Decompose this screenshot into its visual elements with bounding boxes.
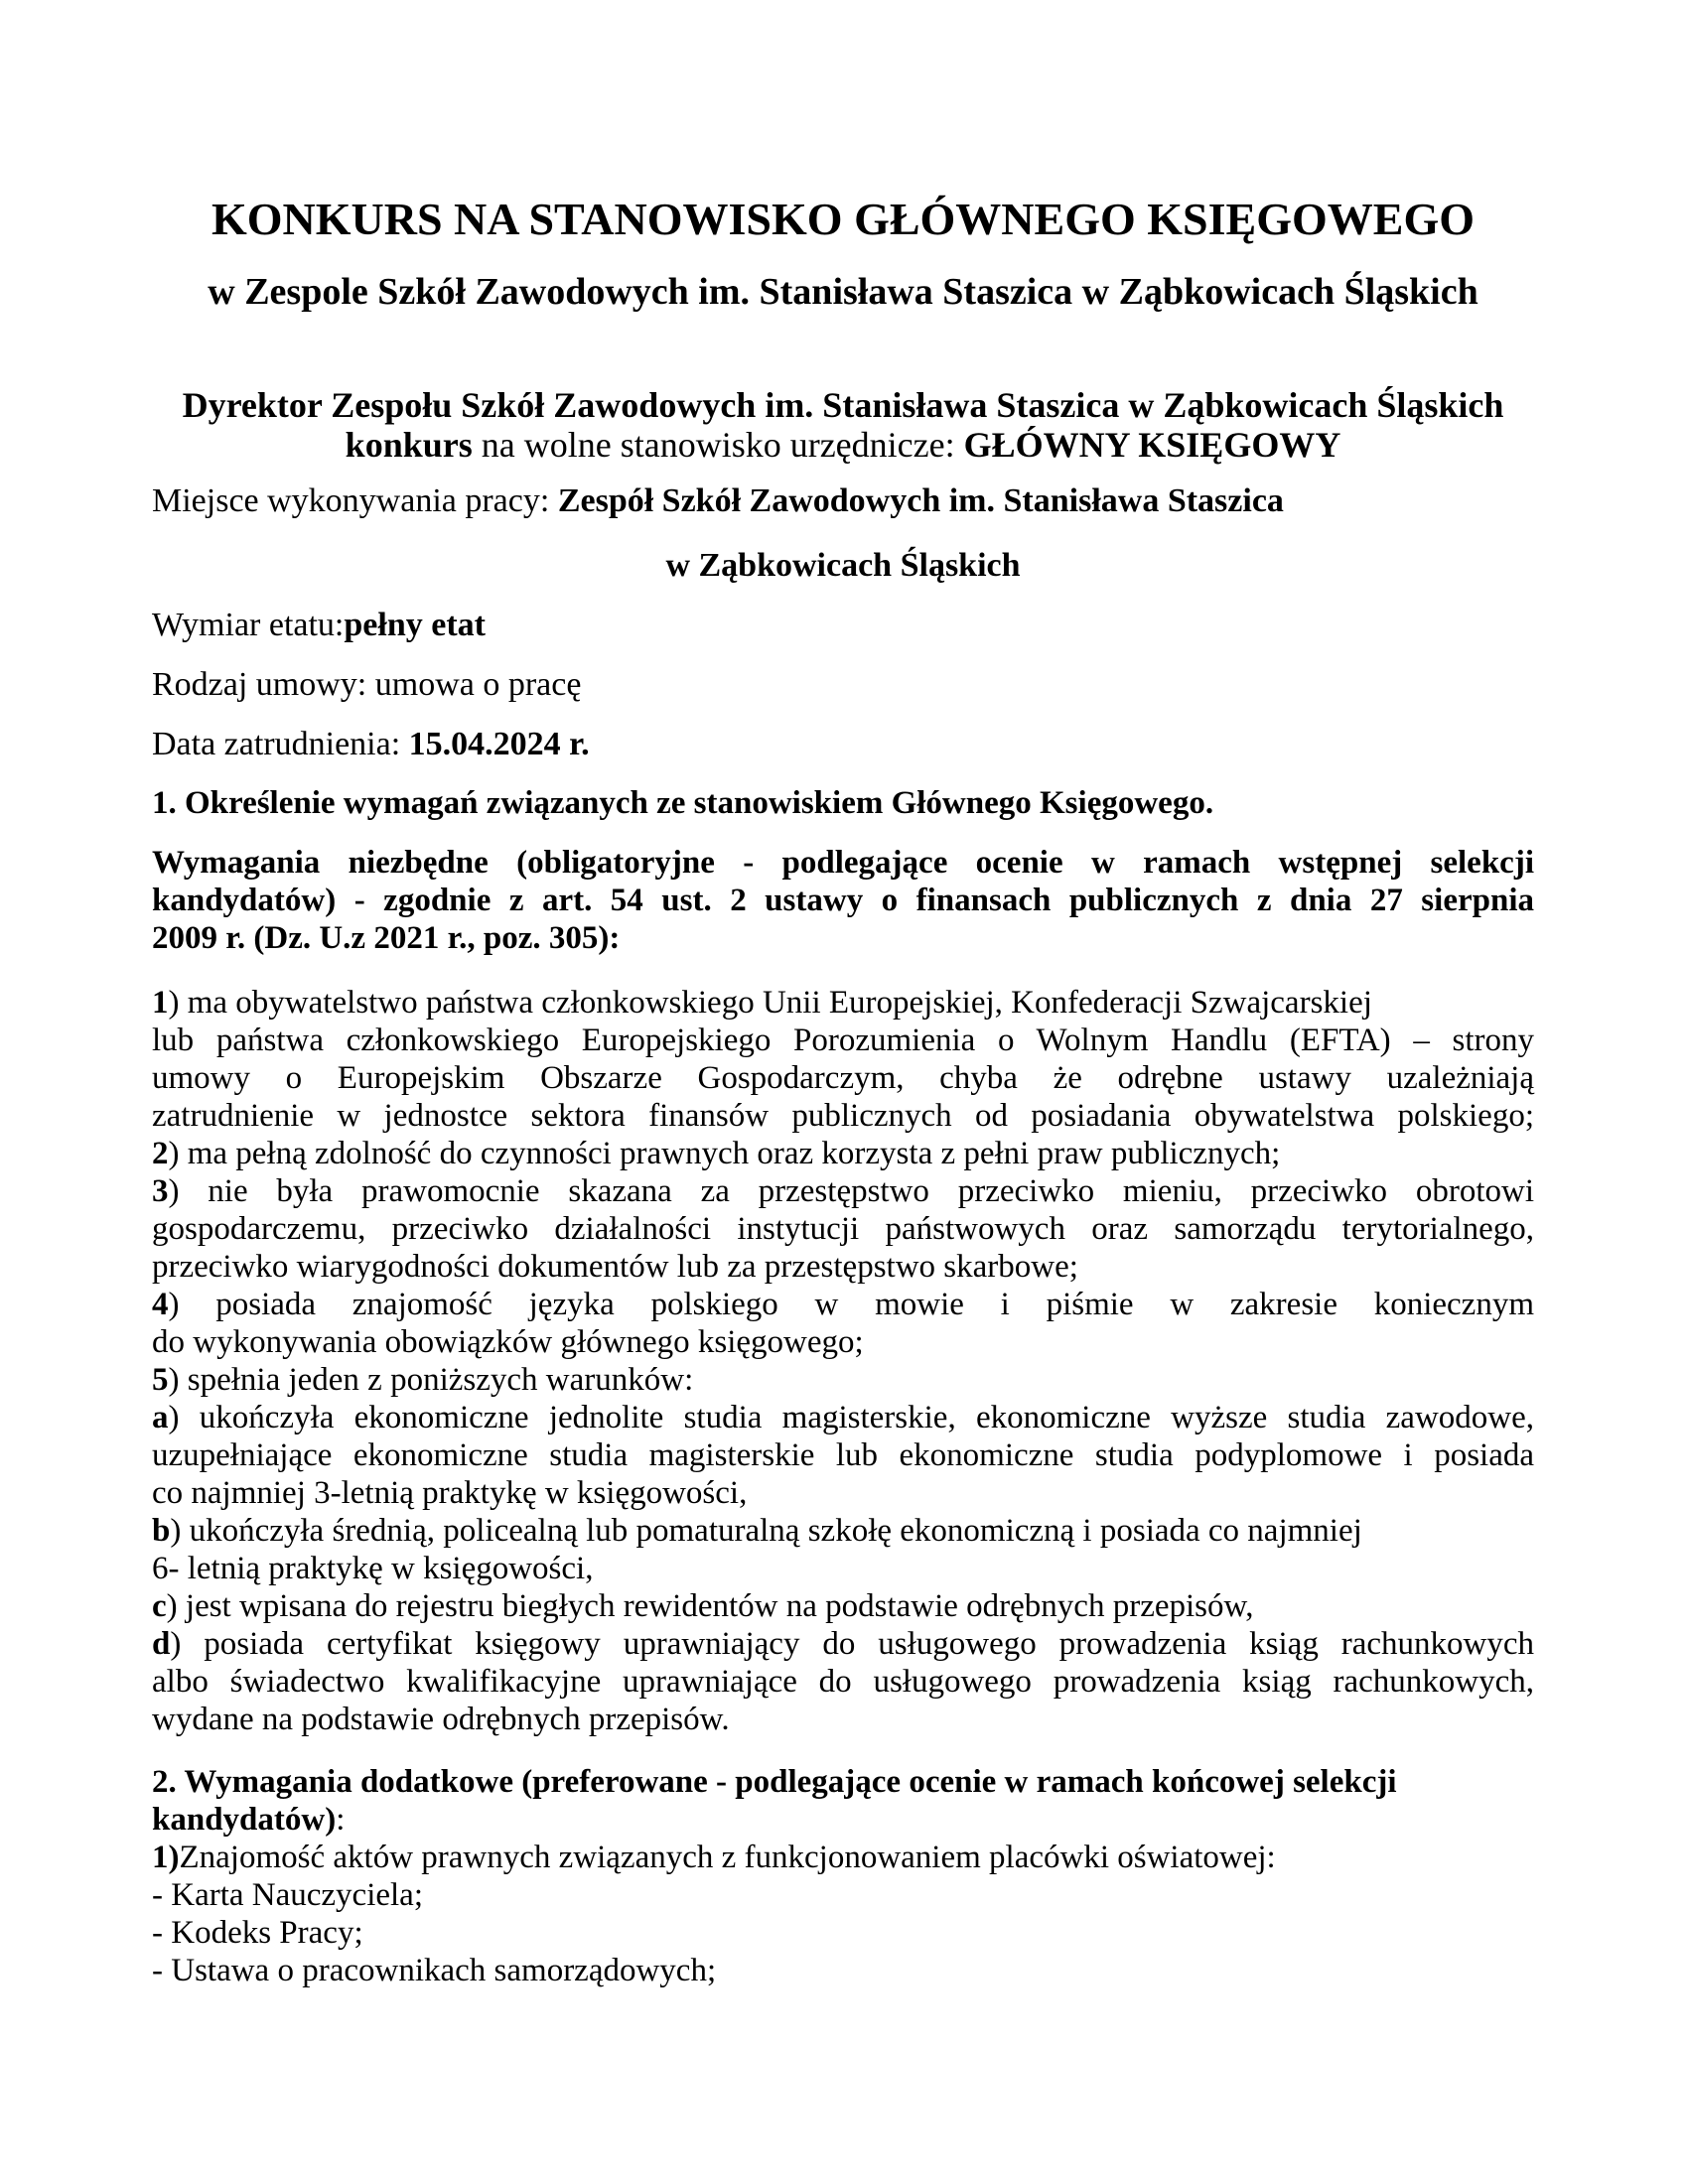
req-item-3-line-3 xyxy=(152,1248,1534,1286)
text-run: do wykonywania obowiązków głównego księgowego; xyxy=(152,1324,864,1360)
text-run: Dyrektor Zespołu Szkół Zawodowych im. Stanisława Staszica w Ząbkowicach Śląskich xyxy=(182,385,1504,425)
director-line xyxy=(152,385,1534,425)
required-intro-line-1 xyxy=(152,844,1534,882)
text-run: ) ma pełną zdolność do czynności prawnych oraz korzysta z pełni praw publicznych; xyxy=(168,1136,1281,1171)
text-run: zatrudnienie w jednostce sektora finansów publicznych od posiadania obywatelstwa polskiego; xyxy=(152,1098,1534,1134)
req-item-5d-line-1 xyxy=(152,1625,1534,1663)
text-run: ) nie była prawomocnie skazana za przestępstwo przeciwko mieniu, przeciwko obrotowi xyxy=(168,1173,1534,1209)
text-run: wydane na podstawie odrębnych przepisów. xyxy=(152,1702,730,1737)
text-run: 1 xyxy=(152,985,169,1021)
text-run: konkurs xyxy=(345,425,473,465)
text-run: 3 xyxy=(152,1173,169,1209)
text-run: c xyxy=(152,1588,167,1624)
text-run: a xyxy=(152,1400,169,1435)
add-item-1-dash-3 xyxy=(152,1952,1534,1989)
text-run: 2009 r. (Dz. U.z 2021 r., poz. 305): xyxy=(152,920,621,956)
add-item-1-line-1 xyxy=(152,1839,1534,1876)
text-run: 15.04.2024 r. xyxy=(408,726,590,762)
req-item-5b-line-1 xyxy=(152,1512,1534,1550)
text-run: ) spełnia jeden z poniższych warunków: xyxy=(168,1362,694,1398)
text-run: KONKURS NA STANOWISKO GŁÓWNEGO KSIĘGOWEGO xyxy=(211,194,1476,244)
text-run: GŁÓWNY KSIĘGOWY xyxy=(963,425,1341,465)
text-run: b xyxy=(152,1513,171,1549)
req-item-5c-line-1 xyxy=(152,1587,1534,1625)
req-item-5b-line-2 xyxy=(152,1550,1534,1587)
req-item-5a-line-2 xyxy=(152,1436,1534,1474)
req-item-5a-line-3 xyxy=(152,1474,1534,1512)
text-run: pełny etat xyxy=(344,607,486,643)
text-run: 2 xyxy=(152,1136,169,1171)
req-item-4-line-1 xyxy=(152,1286,1534,1323)
req-item-5d-line-2 xyxy=(152,1663,1534,1701)
text-run: 2. Wymagania dodatkowe (preferowane - podlegające ocenie w ramach końcowej selekcji xyxy=(152,1764,1397,1800)
text-run: w Ząbkowicach Śląskich xyxy=(665,547,1021,584)
text-run: 6- letnią praktykę w księgowości, xyxy=(152,1551,594,1586)
text-run: 1) xyxy=(152,1840,180,1875)
workplace-city-line xyxy=(152,546,1534,586)
text-run: ) ukończyła ekonomiczne jednolite studia magisterskie, ekonomiczne wyższe studia zawodowe, xyxy=(168,1400,1534,1435)
text-run: 1. Określenie wymagań związanych ze stanowiskiem Głównego Księgowego. xyxy=(152,785,1214,821)
text-run: Data zatrudnienia: xyxy=(152,726,409,762)
text-run: - Ustawa o pracownikach samorządowych; xyxy=(152,1953,717,1988)
text-run: co najmniej 3-letnią praktykę w księgowości, xyxy=(152,1475,748,1511)
doc-subtitle xyxy=(152,270,1534,314)
text-run: uzupełniające ekonomiczne studia magisterskie lub ekonomiczne studia podyplomowe i posiada xyxy=(152,1437,1534,1473)
text-run: : xyxy=(336,1802,346,1838)
text-run: d xyxy=(152,1626,171,1662)
fte-line xyxy=(152,606,1534,645)
text-run: kandydatów) - zgodnie z art. 54 ust. 2 ustawy o finansach publicznych z dnia 27 sierpnia xyxy=(152,883,1534,918)
text-run: ) jest wpisana do rejestru biegłych rewidentów na podstawie odrębnych przepisów, xyxy=(166,1588,1254,1624)
text-run: Miejsce wykonywania pracy: xyxy=(152,482,558,519)
text-run: ) ma obywatelstwo państwa członkowskiego Unii Europejskiej, Konfederacji Szwajcarskiej xyxy=(168,985,1372,1021)
doc-title xyxy=(152,195,1534,244)
text-run: ) ukończyła średnią, policealną lub pomaturalną szkołę ekonomiczną i posiada co najmniej xyxy=(170,1513,1362,1549)
req-item-1-line-3 xyxy=(152,1059,1534,1097)
text-run: 4 xyxy=(152,1287,169,1322)
required-intro-line-2 xyxy=(152,882,1534,919)
text-run: ) posiada certyfikat księgowy uprawniający do usługowego prowadzenia ksiąg rachunkowych xyxy=(170,1626,1534,1662)
text-run: kandydatów) xyxy=(152,1802,337,1838)
req-item-3-line-1 xyxy=(152,1172,1534,1210)
text-run: albo świadectwo kwalifikacyjne uprawniające do usługowego prowadzenia ksiąg rachunkowych, xyxy=(152,1664,1534,1700)
section1-heading xyxy=(152,784,1534,822)
text-run: 5 xyxy=(152,1362,169,1398)
text-run: - Karta Nauczyciela; xyxy=(152,1877,423,1913)
text-run: - Kodeks Pracy; xyxy=(152,1915,363,1951)
text-run: umowy o Europejskim Obszarze Gospodarczym, chyba że odrębne ustawy uzależniają xyxy=(152,1060,1534,1096)
text-run: na wolne stanowisko urzędnicze: xyxy=(472,425,964,465)
req-item-4-line-2 xyxy=(152,1323,1534,1361)
text-run: Wymagania niezbędne (obligatoryjne - podlegające ocenie w ramach wstępnej selekcji xyxy=(152,845,1534,881)
section2-heading-line-1 xyxy=(152,1763,1534,1801)
req-item-1-line-4 xyxy=(152,1097,1534,1135)
req-item-1-line-2 xyxy=(152,1022,1534,1059)
required-intro-line-3 xyxy=(152,919,1534,957)
text-run: przeciwko wiarygodności dokumentów lub za przestępstwo skarbowe; xyxy=(152,1249,1078,1285)
add-item-1-dash-1 xyxy=(152,1876,1534,1914)
vacancy-line xyxy=(152,425,1534,465)
contract-type-line xyxy=(152,665,1534,705)
hire-date-line xyxy=(152,725,1534,764)
text-run: Rodzaj umowy: umowa o pracę xyxy=(152,666,582,703)
req-item-5a-line-1 xyxy=(152,1399,1534,1436)
add-item-1-dash-2 xyxy=(152,1914,1534,1952)
text-run: w Zespole Szkół Zawodowych im. Stanisława Staszica w Ząbkowicach Śląskich xyxy=(208,271,1478,313)
text-run: gospodarczemu, przeciwko działalności instytucji państwowych oraz samorządu terytorialnego, xyxy=(152,1211,1534,1247)
req-item-5-line-1 xyxy=(152,1361,1534,1399)
req-item-5d-line-3 xyxy=(152,1701,1534,1738)
req-item-3-line-2 xyxy=(152,1210,1534,1248)
text-run: ) posiada znajomość języka polskiego w mowie i piśmie w zakresie koniecznym xyxy=(168,1287,1534,1322)
req-item-2-line-1 xyxy=(152,1135,1534,1172)
req-item-1-line-1 xyxy=(152,984,1534,1022)
text-run: Znajomość aktów prawnych związanych z funkcjonowaniem placówki oświatowej: xyxy=(179,1840,1276,1875)
text-run: lub państwa członkowskiego Europejskiego Porozumienia o Wolnym Handlu (EFTA) – strony xyxy=(152,1023,1534,1058)
workplace-line xyxy=(152,481,1534,521)
text-run: Wymiar etatu: xyxy=(152,607,345,643)
section2-heading-line-2 xyxy=(152,1801,1534,1839)
text-run: Zespół Szkół Zawodowych im. Stanisława Staszica xyxy=(557,482,1284,519)
